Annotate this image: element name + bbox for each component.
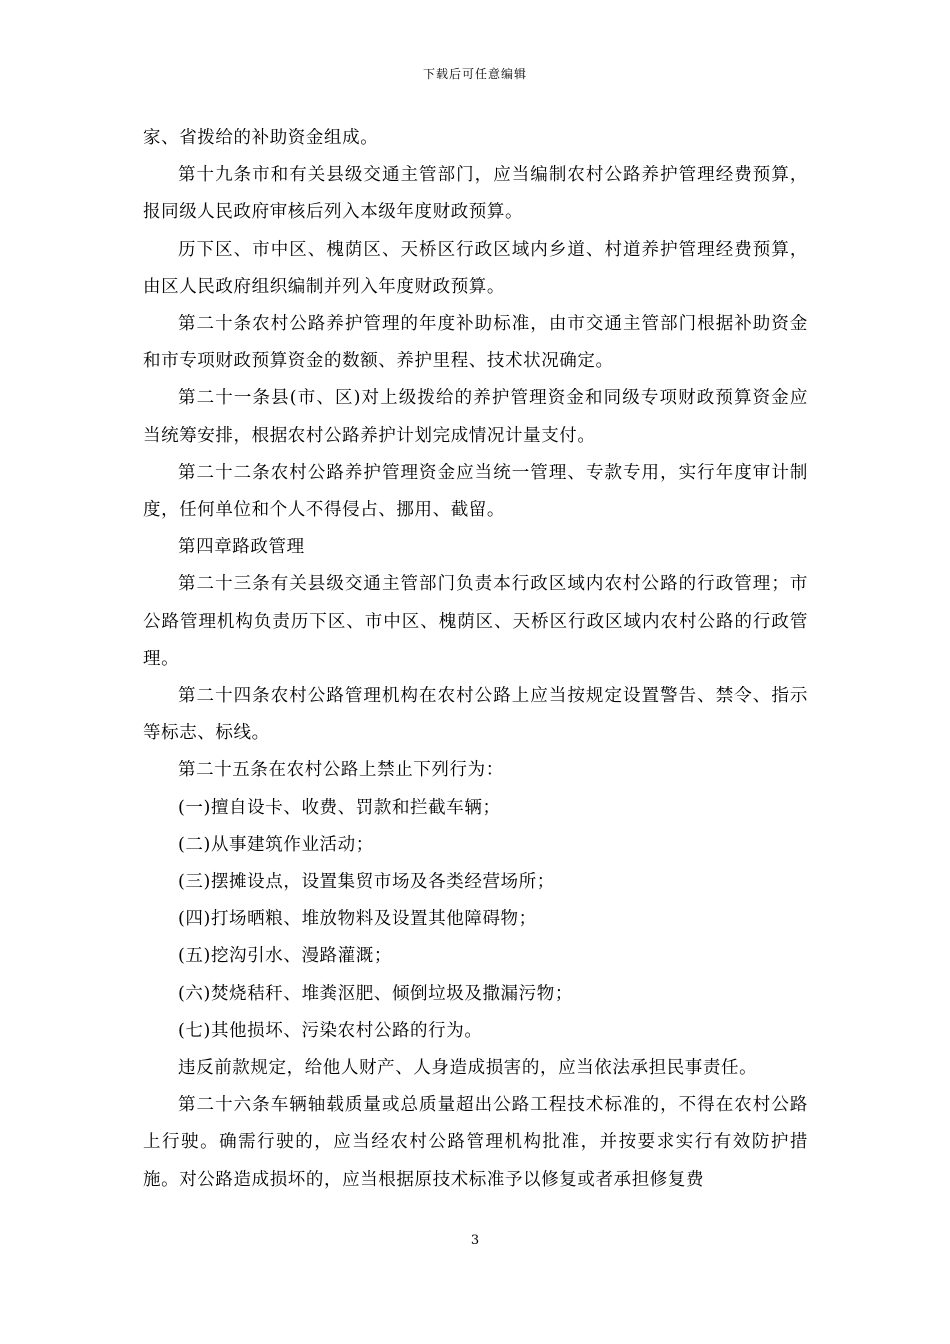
list-item: (一)擅自设卡、收费、罚款和拦截车辆； [178, 797, 501, 818]
document-body [143, 120, 808, 1199]
chapter-heading: 第四章路政管理 [178, 537, 305, 558]
paragraph: 家、省拨给的补助资金组成。 [143, 128, 379, 148]
paragraph: 历下区、市中区、槐荫区、天桥区行政区域内乡道、村道养护管理经费预算，由区人民政府组织编制并列入年度财政预算。 [143, 239, 808, 297]
paragraph: 第二十条农村公路养护管理的年度补助标准，由市交通主管部门根据补助资金和市专项财政预算资金的数额、养护里程、技术状况确定。 [143, 314, 808, 372]
paragraph: 违反前款规定，给他人财产、人身造成损害的，应当依法承担民事责任。 [178, 1058, 758, 1079]
list-item: (二)从事建筑作业活动； [178, 834, 374, 855]
list-item: (七)其他损坏、污染农村公路的行为。 [178, 1020, 483, 1041]
page-header: 下载后可任意编辑 [422, 67, 527, 81]
paragraph: 第二十六条车辆轴载质量或总质量超出公路工程技术标准的，不得在农村公路上行驶。确需行驶的，应当经农村公路管理机构批准，并按要求实行有效防护措施。对公路造成损坏的，应当根据原技术标准予以修复或者承担修复费 [143, 1095, 808, 1190]
list-item: (六)焚烧秸秆、堆粪沤肥、倾倒垃圾及撒漏污物； [178, 983, 573, 1004]
list-item: (三)摆摊设点，设置集贸市场及各类经营场所； [178, 872, 555, 893]
paragraph: 第十九条市和有关县级交通主管部门，应当编制农村公路养护管理经费预算，报同级人民政府审核后列入本级年度财政预算。 [143, 165, 808, 223]
paragraph: 第二十二条农村公路养护管理资金应当统一管理、专款专用，实行年度审计制度，任何单位和个人不得侵占、挪用、截留。 [143, 462, 808, 521]
list-item: (四)打场晒粮、堆放物料及设置其他障碍物； [178, 909, 537, 930]
paragraph: 第二十一条县(市、区)对上级拨给的养护管理资金和同级专项财政预算资金应当统筹安排，根据农村公路养护计划完成情况计量支付。 [143, 388, 808, 446]
paragraph: 第二十四条农村公路管理机构在农村公路上应当按规定设置警告、禁令、指示等标志、标线。 [143, 686, 808, 744]
list-item: (五)挖沟引水、漫路灌溉； [178, 946, 392, 967]
paragraph: 第二十三条有关县级交通主管部门负责本行政区域内农村公路的行政管理；市公路管理机构负责历下区、市中区、槐荫区、天桥区行政区域内农村公路的行政管理。 [143, 574, 808, 669]
page-number: 3 [470, 1233, 480, 1248]
paragraph: 第二十五条在农村公路上禁止下列行为： [178, 760, 504, 781]
